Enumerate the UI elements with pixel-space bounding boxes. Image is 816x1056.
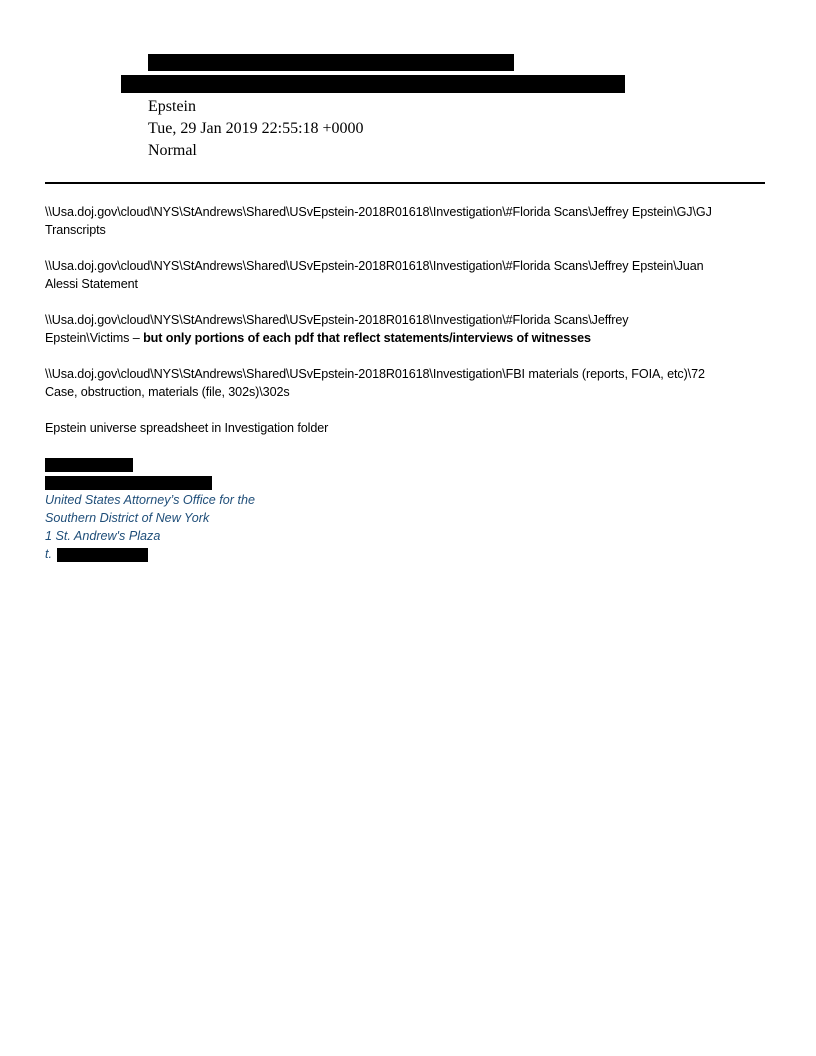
signature-name-redaction [45, 458, 133, 472]
path-1-line-1: \\Usa.doj.gov\cloud\NYS\StAndrews\Shared\USvEpstein-2018R01618\Investigation\#Florida Scans\Jeffrey Epstein\GJ\GJ [45, 205, 712, 219]
signature-office-line-1: United States Attorney’s Office for the [45, 493, 255, 507]
closing-paragraph [45, 419, 770, 437]
signature-phone-prefix: t. [45, 547, 52, 561]
importance-value: Normal [148, 142, 197, 159]
signature-address: 1 St. Andrew's Plaza [45, 529, 161, 543]
path-3-line-2-text: Epstein\Victims – [45, 331, 144, 345]
path-2-line-2: Alessi Statement [45, 277, 138, 291]
path-3-bold-note: but only portions of each pdf that reflect statements/interviews of witnesses [143, 331, 591, 345]
subject-value: Epstein [148, 98, 196, 115]
path-4-line-1: \\Usa.doj.gov\cloud\NYS\StAndrews\Shared\USvEpstein-2018R01618\Investigation\FBI materials (reports, FOIA, etc)\72 [45, 367, 705, 381]
from-redaction-1 [148, 54, 514, 71]
signature-phone-redaction [57, 548, 148, 562]
path-paragraph-3 [45, 311, 770, 347]
path-4-line-2: Case, obstruction, materials (file, 302s)\302s [45, 385, 290, 399]
from-redaction-2 [121, 75, 625, 93]
path-1-line-2: Transcripts [45, 223, 106, 237]
closing-line: Epstein universe spreadsheet in Investigation folder [45, 421, 329, 435]
signature-office-line-2: Southern District of New York [45, 511, 210, 525]
signature-title-redaction [45, 476, 212, 490]
date-value: Tue, 29 Jan 2019 22:55:18 +0000 [148, 120, 364, 137]
path-paragraph-4 [45, 365, 770, 401]
path-2-line-1: \\Usa.doj.gov\cloud\NYS\StAndrews\Shared\USvEpstein-2018R01618\Investigation\#Florida Scans\Jeffrey Epstein\Juan [45, 259, 704, 273]
path-3-line-2 [45, 329, 770, 347]
path-paragraph-1 [45, 203, 770, 239]
path-3-line-1: \\Usa.doj.gov\cloud\NYS\StAndrews\Shared\USvEpstein-2018R01618\Investigation\#Florida Scans\Jeffrey [45, 313, 629, 327]
header-divider [45, 182, 765, 184]
path-paragraph-2 [45, 257, 770, 293]
